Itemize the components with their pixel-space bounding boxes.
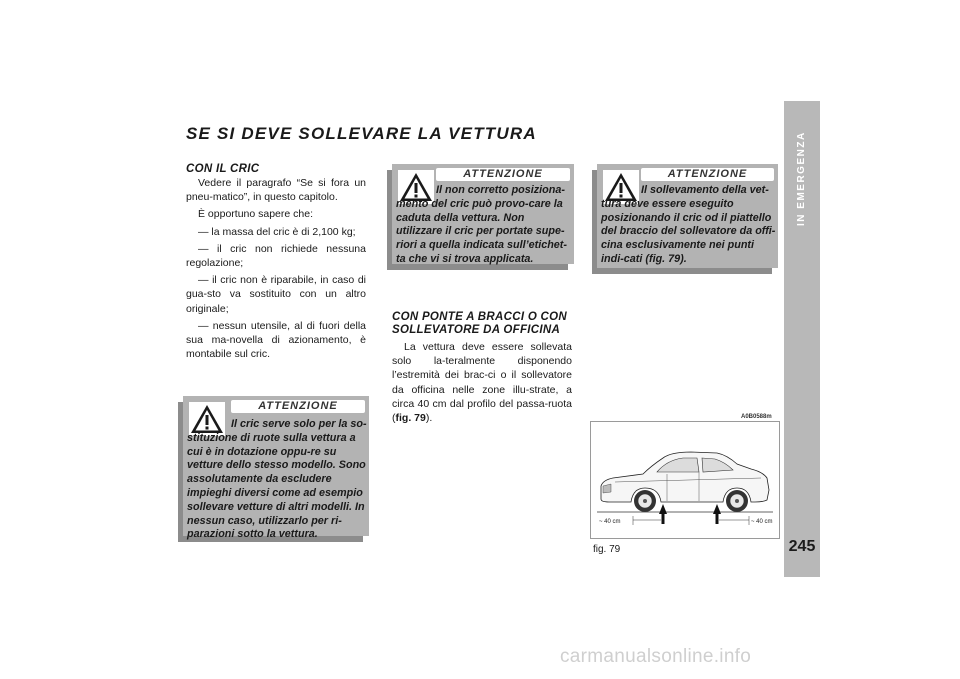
warning-box-lifting-points <box>597 164 778 268</box>
warning-text <box>396 184 572 267</box>
warning-label: ATTENZIONE <box>641 168 774 181</box>
figure-79 <box>590 421 780 539</box>
page-number: 245 <box>788 538 816 555</box>
warning-box-cric-use <box>183 396 369 541</box>
warning-body: Il sollevamento della vet-tura deve essere eseguito posizionando il cric od il piattello del braccio del sollevatore da offi-cina esclusivamente nei punti indi-cati (fig. 79). <box>601 184 776 265</box>
watermark: carmanualsonline.info <box>560 646 752 667</box>
warning-label: ATTENZIONE <box>231 400 365 413</box>
section-heading-cric: CON IL CRIC <box>186 163 260 175</box>
warning-box-positioning <box>392 164 574 264</box>
warning-text <box>187 418 367 542</box>
body-text: La vettura deve essere sollevata solo la-teralmente disponendo l’estremità dei brac-ci o il sollevatore da officina nelle zone illu-strate, a circa 40 cm dal profilo del passa-ruota ( <box>392 341 572 425</box>
paragraph: — il cric non richiede nessuna regolazione; <box>186 242 366 270</box>
warning-text <box>601 184 776 267</box>
body-text: ). <box>425 412 433 425</box>
heading-line: CON PONTE A BRACCI O CON <box>392 311 568 323</box>
paragraph: È opportuno sapere che: <box>198 208 313 221</box>
warning-body: Il cric serve solo per la so-stituzione di ruote sulla vettura a cui è in dotazione oppu-re su vetture dello stesso modello. Sono assolutamente da escludere impieghi diversi come ad esempio sollevare vetture di altri modelli. In nessun caso, utilizzarlo per ri-parazioni sotto la vettura. <box>187 418 367 541</box>
heading-line: SOLLEVATORE DA OFFICINA <box>392 324 561 336</box>
paragraph: — nessun utensile, al di fuori della sua ma-novella di azionamento, è montabile sul cric. <box>186 319 366 361</box>
page-title: SE SI DEVE SOLLEVARE LA VETTURA <box>186 124 537 143</box>
paragraph: Vedere il paragrafo “Se si fora un pneu-matico”, in questo capitolo. <box>186 177 366 204</box>
car-lifting-illustration <box>591 422 779 538</box>
section-body-cric <box>186 176 366 361</box>
section-heading-ponte <box>392 311 567 337</box>
chapter-label: IN EMERGENZA <box>796 131 807 226</box>
warning-label: ATTENZIONE <box>436 168 570 181</box>
section-body-ponte <box>392 340 572 425</box>
figure-caption: fig. 79 <box>593 544 621 555</box>
figure-reference: fig. 79 <box>395 412 426 425</box>
paragraph: — la massa del cric è di 2,100 kg; <box>198 225 356 238</box>
dimension-left: ~ 40 cm <box>599 519 621 525</box>
figure-code: A0B0588m <box>741 414 772 420</box>
dimension-right: ~ 40 cm <box>751 519 773 525</box>
paragraph: — il cric non è riparabile, in caso di gua-sto va sostituito con un altro originale; <box>186 274 366 315</box>
warning-body: Il non corretto posiziona-mento del cric può provo-care la caduta della vettura. Non utilizzare il cric per portate supe-riori a quella indicata sull’etichet-ta che vi si trova applicata. <box>396 184 567 265</box>
chapter-side-tab <box>784 101 820 577</box>
